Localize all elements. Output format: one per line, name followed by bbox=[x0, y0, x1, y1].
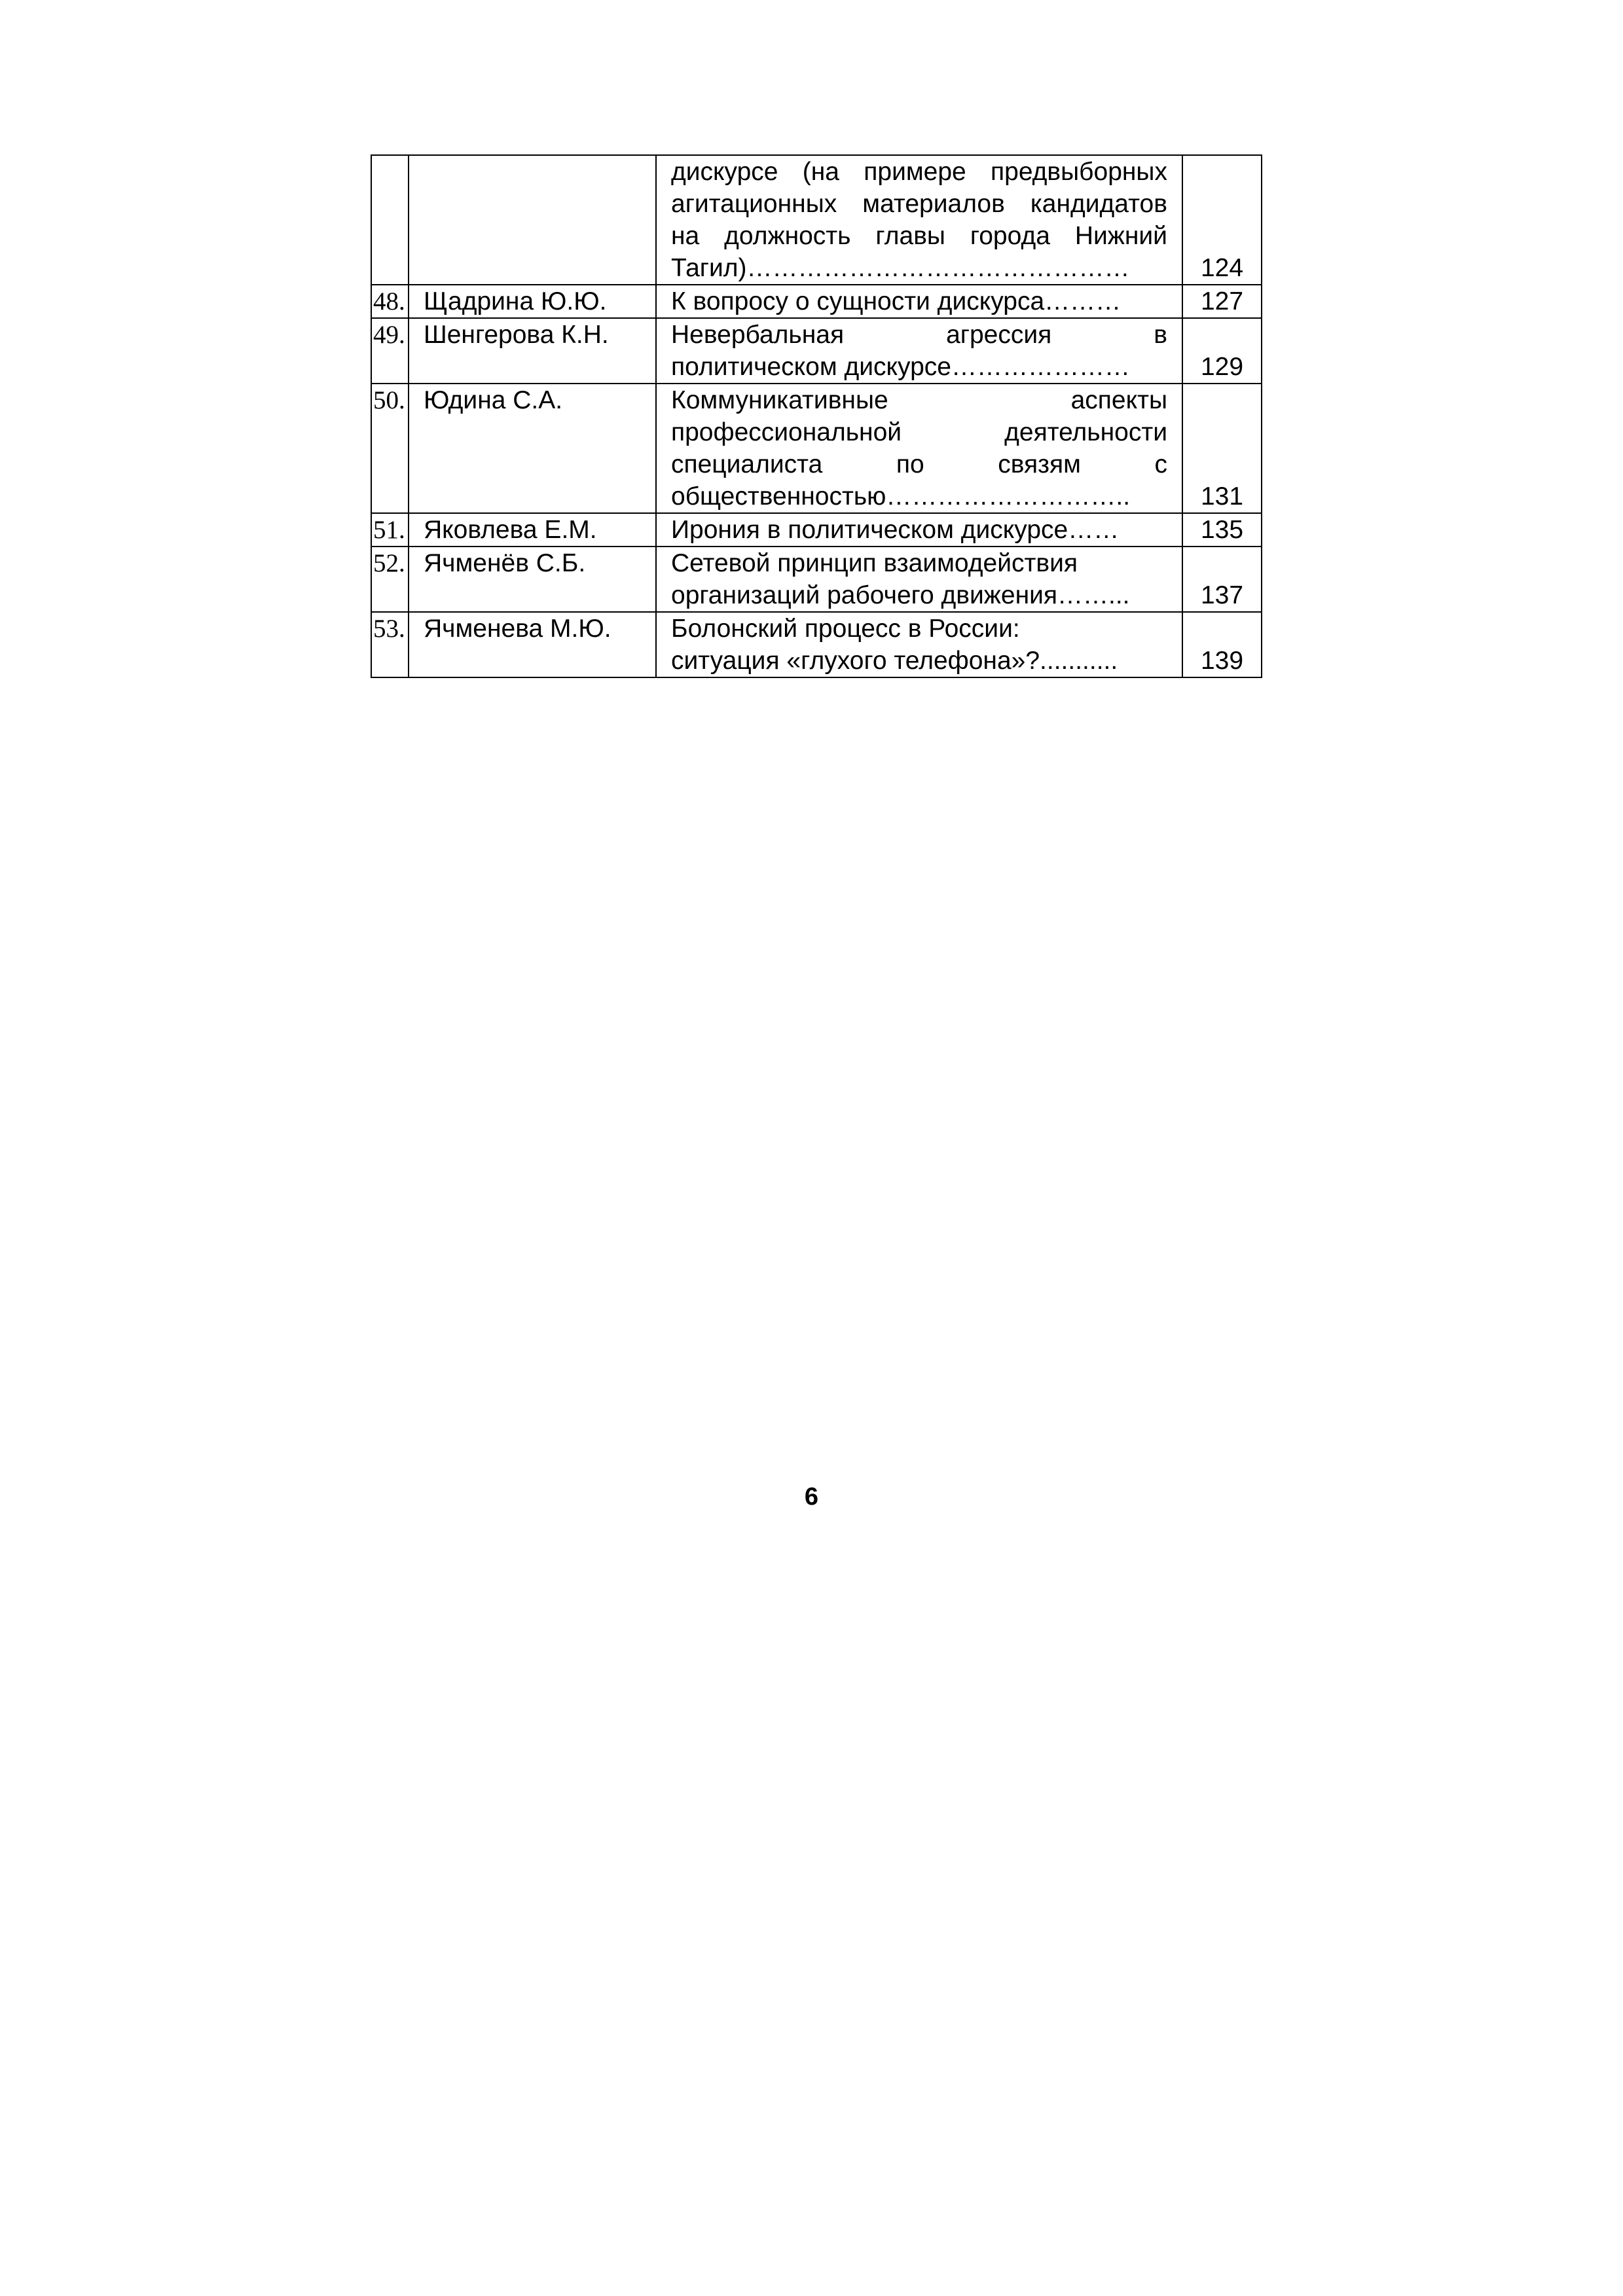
entry-title-line bbox=[671, 188, 1167, 220]
table-row bbox=[371, 612, 1262, 677]
entry-title-word: материалов bbox=[862, 190, 1005, 218]
entry-title bbox=[656, 285, 1182, 318]
entry-title-line bbox=[671, 416, 1167, 448]
entry-title-line: Болонский процесс в России: bbox=[671, 615, 1020, 643]
entry-title-word: связям bbox=[998, 450, 1081, 478]
entry-title-word: в bbox=[1154, 321, 1167, 349]
entry-title-line bbox=[671, 384, 1167, 416]
entry-number: 50. bbox=[371, 384, 409, 513]
entry-page: 131 bbox=[1182, 384, 1262, 513]
entry-page: 137 bbox=[1182, 547, 1262, 612]
entry-title-word: Нижний bbox=[1074, 222, 1167, 250]
entry-title-line: политическом дискурсе………………… bbox=[671, 353, 1130, 381]
entry-title-line: ситуация «глухого телефона»?........... bbox=[671, 647, 1118, 675]
entry-number bbox=[371, 155, 409, 285]
entry-title-line bbox=[671, 448, 1167, 480]
entry-title-word: должность bbox=[724, 222, 851, 250]
entry-number: 48. bbox=[371, 285, 409, 318]
entry-author: Юдина С.А. bbox=[409, 384, 656, 513]
entry-author: Шенгерова К.Н. bbox=[409, 318, 656, 384]
entry-title-word: примере bbox=[864, 158, 966, 186]
entry-title bbox=[656, 155, 1182, 285]
table-row bbox=[371, 384, 1262, 513]
entry-title bbox=[656, 384, 1182, 513]
entry-title-word: города bbox=[970, 222, 1050, 250]
entry-number: 49. bbox=[371, 318, 409, 384]
entry-title-word: дискурсе bbox=[671, 158, 778, 186]
entry-page: 129 bbox=[1182, 318, 1262, 384]
entry-title-word: специалиста bbox=[671, 450, 823, 478]
entry-author bbox=[409, 155, 656, 285]
table-row bbox=[371, 155, 1262, 285]
entry-author: Щадрина Ю.Ю. bbox=[409, 285, 656, 318]
entry-title-word: на bbox=[671, 222, 700, 250]
entry-title bbox=[656, 612, 1182, 677]
entry-title-word: агрессия bbox=[946, 321, 1052, 349]
entry-title-line bbox=[671, 319, 1167, 351]
table-row bbox=[371, 318, 1262, 384]
entry-title-line: Тагил)……………………………………… bbox=[671, 254, 1130, 282]
entry-number: 53. bbox=[371, 612, 409, 677]
entry-title bbox=[656, 318, 1182, 384]
page-number: 6 bbox=[804, 1483, 819, 1511]
entry-title-line: общественностью……………………….. bbox=[671, 482, 1131, 511]
entry-author: Ячменёв С.Б. bbox=[409, 547, 656, 612]
table-of-contents bbox=[371, 154, 1262, 678]
entry-page: 139 bbox=[1182, 612, 1262, 677]
entry-title-word: (на bbox=[802, 158, 839, 186]
entry-title-line: Ирония в политическом дискурсе…… bbox=[671, 516, 1120, 544]
entry-title-line: К вопросу о сущности дискурса……… bbox=[671, 287, 1122, 315]
entry-title bbox=[656, 513, 1182, 547]
entry-page: 135 bbox=[1182, 513, 1262, 547]
entry-author: Яковлева Е.М. bbox=[409, 513, 656, 547]
entry-number: 51. bbox=[371, 513, 409, 547]
entry-title-word: профессиональной bbox=[671, 418, 902, 446]
entry-title-word: с bbox=[1154, 450, 1167, 478]
entry-title bbox=[656, 547, 1182, 612]
entry-title-word: агитационных bbox=[671, 190, 837, 218]
entry-title-word: кандидатов bbox=[1030, 190, 1167, 218]
table-row bbox=[371, 513, 1262, 547]
entry-number: 52. bbox=[371, 547, 409, 612]
entry-title-word: по bbox=[896, 450, 924, 478]
entry-title-line: Сетевой принцип взаимодействия bbox=[671, 549, 1078, 577]
entry-page: 127 bbox=[1182, 285, 1262, 318]
table-row bbox=[371, 547, 1262, 612]
entry-title-word: Невербальная bbox=[671, 321, 845, 349]
entry-title-word: предвыборных bbox=[991, 158, 1167, 186]
entry-title-word: Коммуникативные bbox=[671, 386, 888, 414]
entry-title-word: деятельности bbox=[1004, 418, 1167, 446]
entry-title-word: главы bbox=[875, 222, 945, 250]
entry-author: Ячменева М.Ю. bbox=[409, 612, 656, 677]
table-row bbox=[371, 285, 1262, 318]
entry-title-line bbox=[671, 220, 1167, 252]
entry-title-word: аспекты bbox=[1070, 386, 1167, 414]
entry-title-line bbox=[671, 156, 1167, 188]
entry-page: 124 bbox=[1182, 155, 1262, 285]
entry-title-line: организаций рабочего движения……... bbox=[671, 581, 1130, 609]
